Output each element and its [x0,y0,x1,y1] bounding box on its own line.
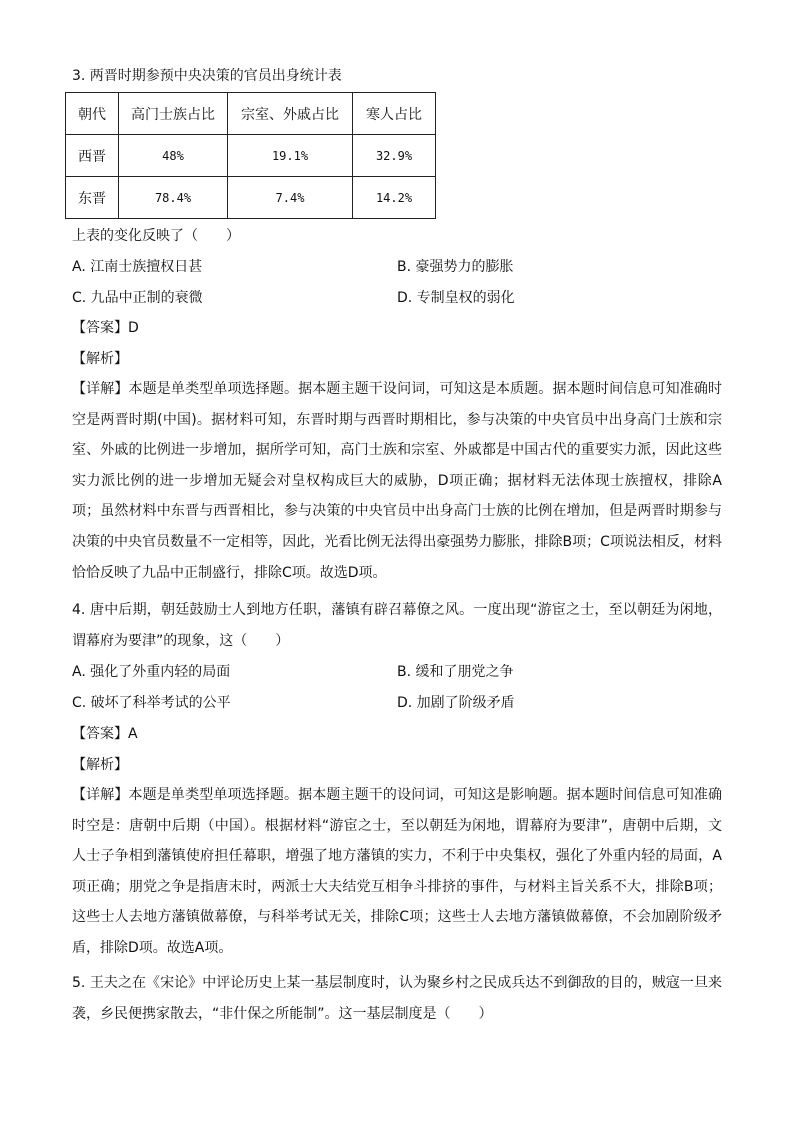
question-3-title: 3. 两晋时期参预中央决策的官员出身统计表 [72,68,342,84]
header-dynasty: 朝代 [66,93,119,135]
table-header-row [66,93,436,135]
cell-value: 19.1% [228,135,353,177]
question-3-option-d: D. 专制皇权的弱化 [397,290,515,306]
header-commoner-share: 寒人占比 [353,93,436,135]
question-3-option-b: B. 豪强势力的膨胀 [397,259,514,275]
cell-dynasty: 西晋 [66,135,119,177]
table-row [66,135,436,177]
cell-value: 14.2% [353,177,436,219]
cell-value: 78.4% [119,177,228,219]
question-4-answer: 【答案】A [72,726,138,742]
question-3-stem: 上表的变化反映了（ ） [72,228,240,244]
cell-dynasty: 东晋 [66,177,119,219]
question-4-stem: 4. 唐中后期，朝廷鼓励士人到地方任职，藩镇有辟召幕僚之风。一度出现“游宦之士，至以朝廷为闲地，谓幕府为要津”的现象，这（ ） [72,602,722,649]
question-4-option-b: B. 缓和了朋党之争 [397,664,514,680]
header-aristocrat-share: 高门士族占比 [119,93,228,135]
question-3-option-c: C. 九品中正制的衰微 [72,290,203,306]
officials-origin-table [65,92,436,219]
question-4-analysis-label: 【解析】 [72,757,128,773]
cell-value: 7.4% [228,177,353,219]
question-4-option-a: A. 强化了外重内轻的局面 [72,664,231,680]
question-3-answer: 【答案】D [72,320,139,336]
question-3-analysis-label: 【解析】 [72,351,128,367]
header-royal-share: 宗室、外戚占比 [228,93,353,135]
question-4-detail: 【详解】本题是单类型单项选择题。据本题主题干的设问词，可知这是影响题。据本题时间信息可知准确时空是：唐朝中后期（中国）。根据材料“游宦之士，至以朝廷为闲地，谓幕府为要津”，唐朝中后期，文人士子争相到藩镇使府担任幕职，增强了地方藩镇的实力，不利于中央集权，强化了外重内轻的局面，A项正确；朋党之争是指唐末时，两派士大夫结党互相争斗排挤的事件，与材料主旨关系不大，排除B项；这些士人去地方藩镇做幕僚，与科举考试无关，排除C项；这些士人去地方藩镇做幕僚，不会加剧阶级矛盾，排除D项。故选A项。 [72,787,722,956]
question-5-stem: 5. 王夫之在《宋论》中评论历史上某一基层制度时，认为聚乡村之民成兵达不到御敌的目的，贼寇一旦来袭，乡民便携家散去，“非什保之所能制”。这一基层制度是（ ） [72,975,722,1022]
cell-value: 32.9% [353,135,436,177]
table-row [66,177,436,219]
cell-value: 48% [119,135,228,177]
question-3-detail: 【详解】本题是单类型单项选择题。据本题主题干设问词，可知这是本质题。据本题时间信息可知准确时空是两晋时期(中国)。据材料可知，东晋时期与西晋时期相比，参与决策的中央官员中出身高门士族和宗室、外戚的比例进一步增加，据所学可知，高门士族和宗室、外戚都是中国古代的重要实力派，因此这些实力派比例的进一步增加无疑会对皇权构成巨大的威胁，D项正确；据材料无法体现士族擅权，排除A项；虽然材料中东晋与西晋相比，参与决策的中央官员中出身高门士族的比例在增加，但是两晋时期参与决策的中央官员数量不一定相等，因此，光看比例无法得出豪强势力膨胀，排除B项；C项说法相反，材料恰恰反映了九品中正制盛行，排除C项。故选D项。 [72,381,722,581]
question-4-option-d: D. 加剧了阶级矛盾 [397,695,515,711]
question-3-option-a: A. 江南士族擅权日甚 [72,259,203,275]
question-4-option-c: C. 破坏了科举考试的公平 [72,695,231,711]
